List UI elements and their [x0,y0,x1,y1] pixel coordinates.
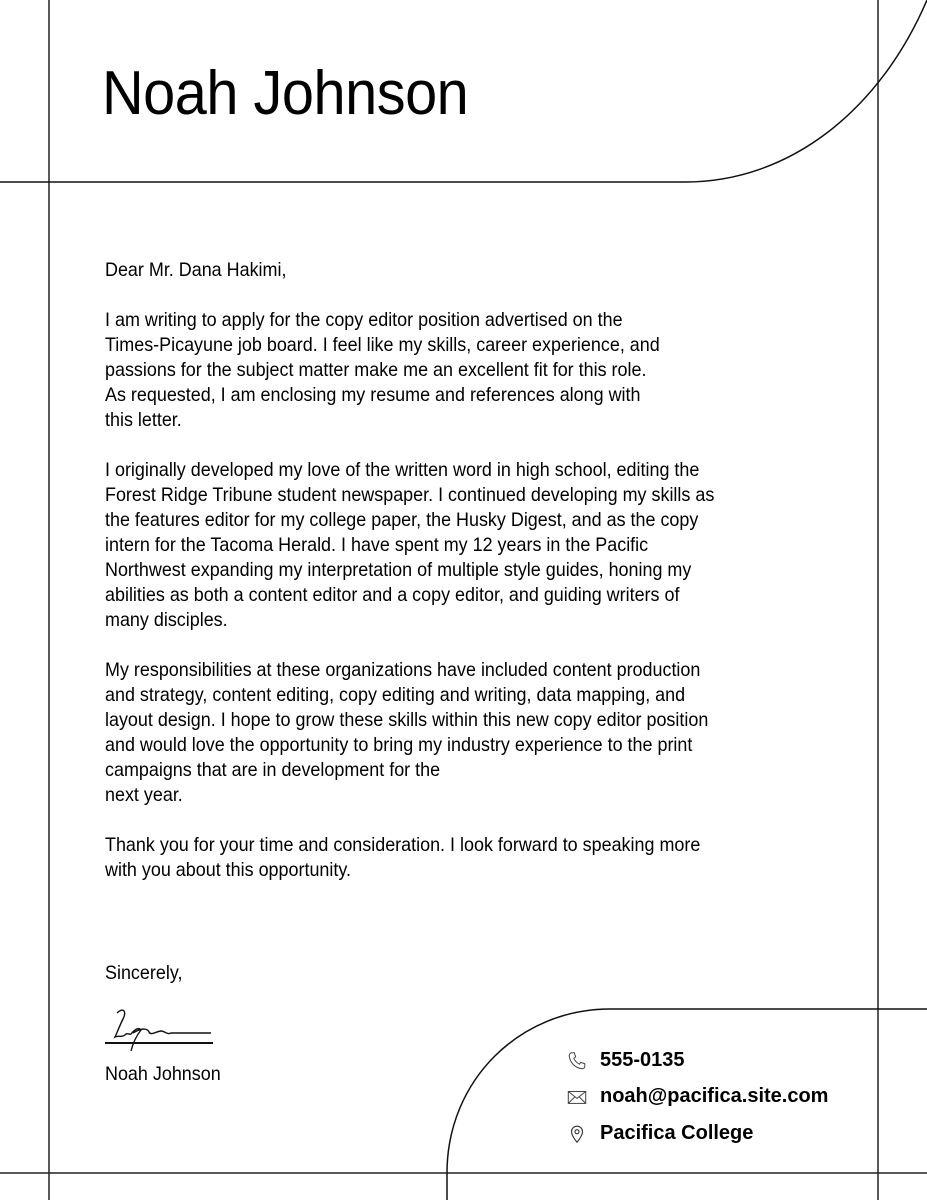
letter-body [105,258,786,908]
paragraph-4: Thank you for your time and consideration. I look forward to speaking more with you about this opportunity. [105,834,701,881]
location-name: Pacifica College [600,1122,754,1144]
email-address[interactable]: noah@pacifica.site.com [600,1085,829,1107]
page-title-name: Noah Johnson [102,59,469,128]
contact-location [566,1122,753,1145]
contact-phone [566,1049,685,1072]
paragraph-3: My responsibilities at these organizations have included content production and strategy, content editing, copy editing and writing, data mapping, and layout design. I hope to grow these skills within this new copy editor position and would love the opportunity to bring my industry experience to the print campaigns that are in development for the next year. [105,659,709,806]
closing: Sincerely, [105,962,183,984]
envelope-icon [566,1086,588,1108]
paragraph-2: I originally developed my love of the written word in high school, editing the Forest Ridge Tribune student newspaper. I continued developing my skills as the features editor for my college paper, the Husky Digest, and as the copy intern for the Tacoma Herald. I have spent my 12 years in the Pacific Northwest expanding my interpretation of multiple style guides, honing my abilities as both a content editor and a copy editor, and guiding writers of many disciples. [105,459,715,631]
contact-email [566,1085,828,1108]
signature-name: Noah Johnson [105,1063,221,1085]
salutation: Dear Mr. Dana Hakimi, [105,259,287,281]
phone-number[interactable]: 555-0135 [600,1049,685,1071]
paragraph-1: I am writing to apply for the copy editor position advertised on the Times-Picayune job board. I feel like my skills, career experience, and passions for the subject matter make me an excellent fit for this role. As requested, I am enclosing my resume and references along with this letter. [105,309,660,431]
phone-icon [566,1050,588,1072]
map-pin-icon [566,1123,588,1145]
signature-image [103,1005,218,1055]
